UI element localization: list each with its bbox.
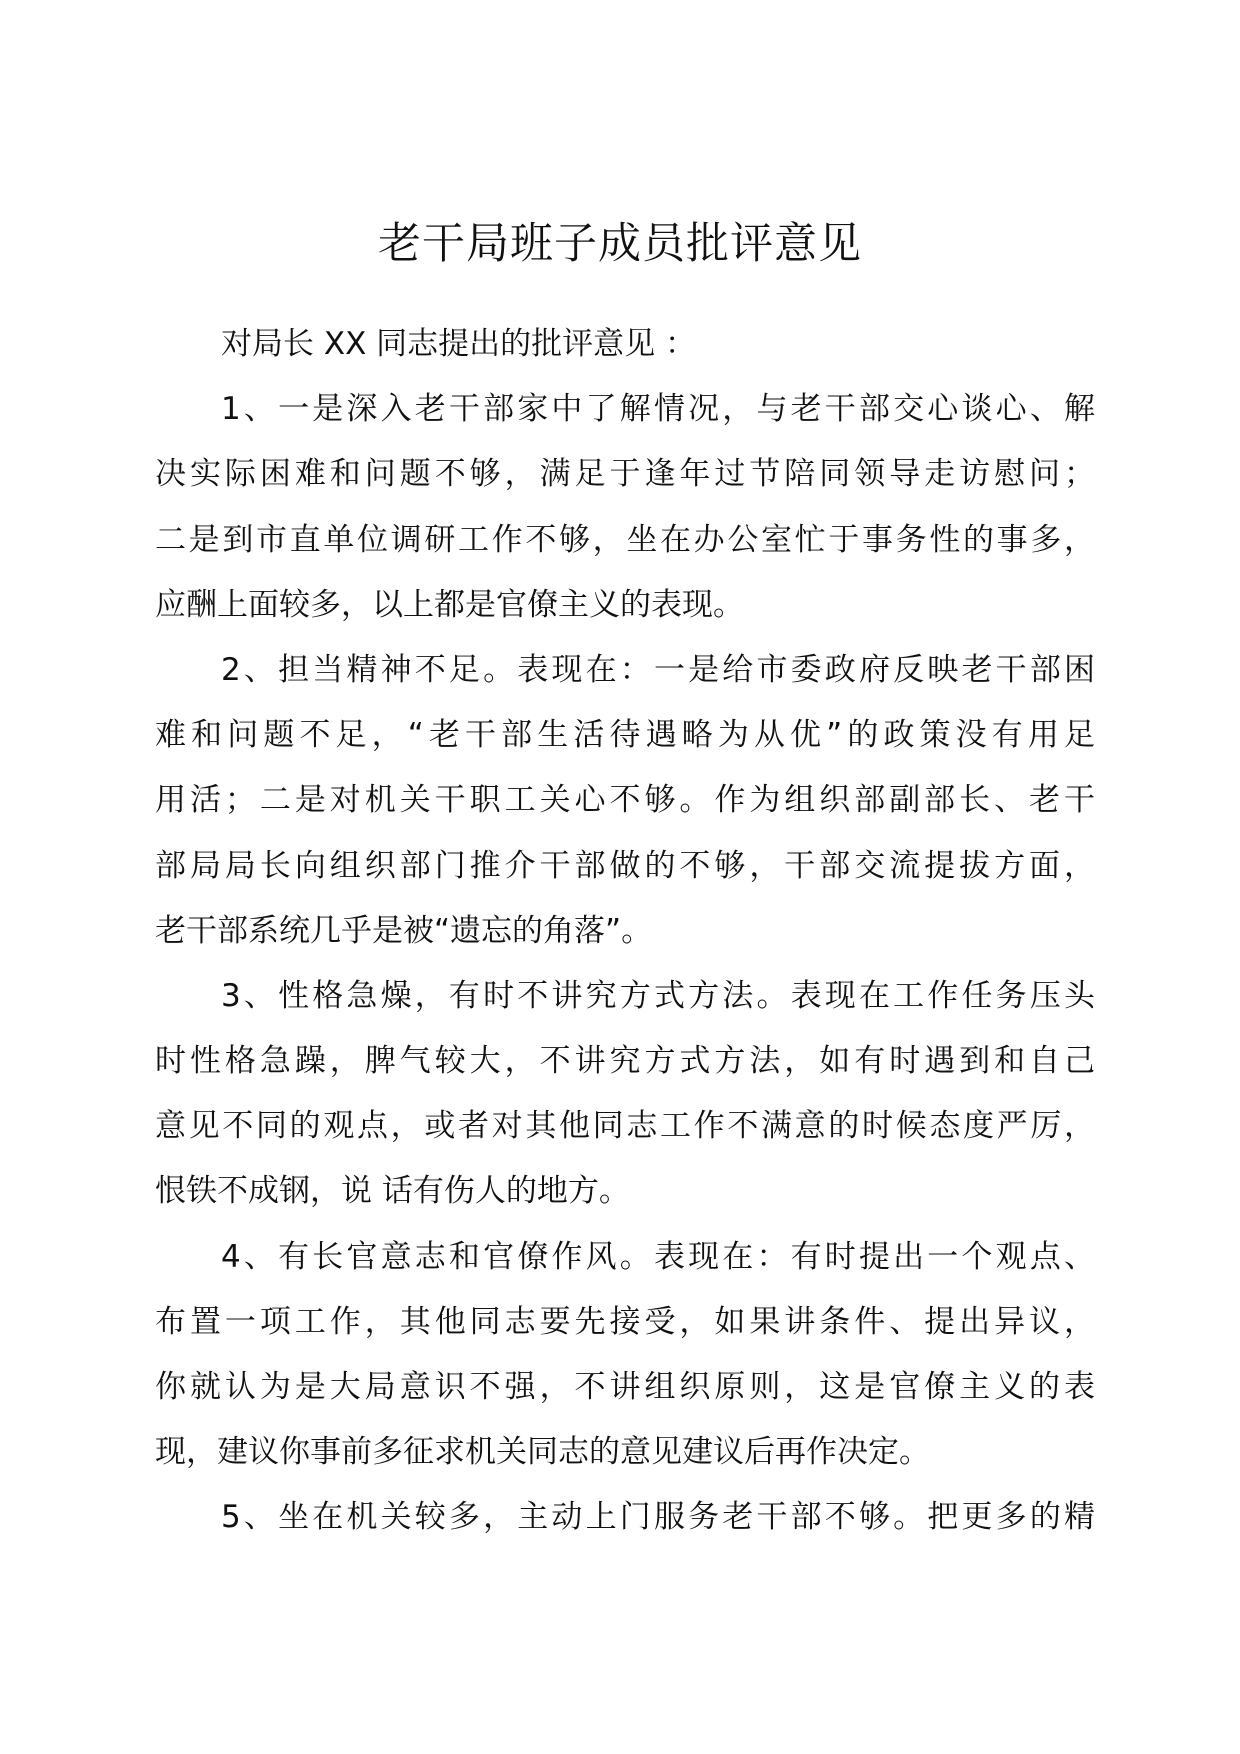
text-line: 你就认为是大局意识不强，不讲组织原则，这是官僚主义的表 [155,1369,1095,1405]
paragraph-item-1 [155,377,1095,638]
text-line: 3、性格急燥，有时不讲究方式方法。表现在工作任务压头 [221,977,1095,1014]
text-line: 难和问题不足，“老干部生活待遇略为从优”的政策没有用足 [155,717,1095,754]
document-body [155,312,1095,1551]
text-line: 现，建议你事前多征求机关同志的意见建议后再作决定。 [155,1434,930,1471]
text-line: 恨铁不成钢，说 话有伤人的地方。 [155,1173,630,1210]
text-line: 用活；二是对机关干职工关心不够。作为组织部副部长、老干 [155,782,1095,819]
paragraph-item-2 [155,638,1095,964]
text-line: 应酬上面较多，以上都是官僚主义的表现。 [155,586,744,623]
text-line: 对局长 XX 同志提出的批评意见 ： [221,326,697,362]
text-line: 二是到市直单位调研工作不够，坐在办公室忙于事务性的事多， [155,521,1095,558]
text-line: 时性格急躁，脾气较大，不讲究方式方法，如有时遇到和自己 [155,1043,1095,1080]
paragraph-item-5 [155,1485,1095,1550]
text-line: 1、一是深入老干部家中了解情况，与老干部交心谈心、解 [221,391,1095,428]
text-line: 5、坐在机关较多，主动上门服务老干部不够。把更多的精 [221,1499,1095,1536]
paragraph-intro [155,312,1095,377]
text-line: 意见不同的观点，或者对其他同志工作不满意的时候态度严厉， [155,1108,1095,1145]
text-line: 2、担当精神不足。表现在：一是给市委政府反映老干部困 [221,651,1095,688]
paragraph-item-4 [155,1225,1095,1486]
text-line: 老干部系统几乎是被“遗忘的角落”。 [155,912,653,949]
paragraph-item-3 [155,964,1095,1225]
text-line: 布置一项工作，其他同志要先接受，如果讲条件、提出异议， [155,1303,1095,1340]
document-title: 老干局班子成员批评意见 [378,219,862,269]
text-line: 决实际困难和问题不够，满足于逢年过节陪同领导走访慰问； [155,456,1095,493]
text-line: 部局局长向组织部门推介干部做的不够，干部交流提拔方面， [155,847,1095,884]
text-line: 4、有长官意志和官僚作风。表现在：有时提出一个观点、 [221,1238,1095,1275]
